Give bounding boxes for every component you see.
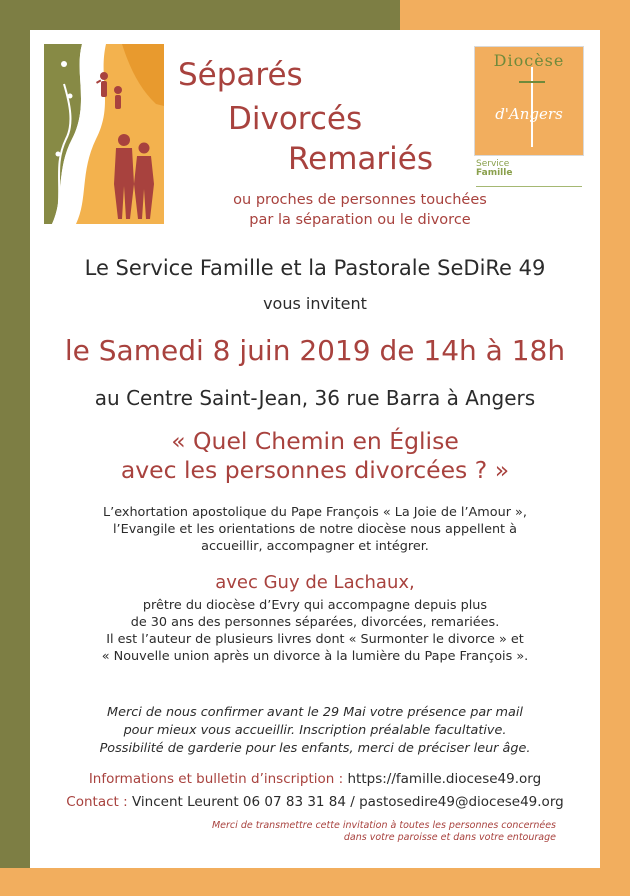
bio-line3: Il est l’auteur de plusieurs livres dont « Surmonter le divorce » et	[106, 632, 524, 647]
intro-line3: accueillir, accompagner et intégrer.	[201, 539, 429, 554]
event-place: au Centre Saint-Jean, 36 rue Barra à Angers	[94, 386, 536, 410]
confirm-line2: pour mieux vous accueillir. Inscription préalable facultative.	[123, 723, 507, 738]
couple-illustration	[44, 44, 164, 224]
orange-border-bottom	[0, 868, 630, 896]
invite-text: vous invitent	[263, 294, 367, 313]
confirm-line3: Possibilité de garderie pour les enfants, merci de préciser leur âge.	[99, 741, 531, 756]
service-famille-line2: Famille	[476, 168, 513, 178]
service-famille-rule	[476, 186, 582, 187]
service-famille-line1: Service	[476, 159, 510, 169]
info-label: Informations et bulletin d’inscription :	[88, 771, 344, 787]
subtitle-line1: ou proches de personnes touchées	[233, 192, 487, 208]
footer-line2: dans votre paroisse et dans votre entourage	[343, 832, 556, 843]
confirm-line1: Merci de nous confirmer avant le 29 Mai votre présence par mail	[107, 705, 523, 720]
contact-label: Contact :	[66, 794, 128, 810]
bio-line2: de 30 ans des personnes séparées, divorcées, remariées.	[130, 615, 500, 630]
contact-row	[30, 794, 600, 810]
theme-line2: avec les personnes divorcées ? »	[120, 456, 510, 484]
speaker-name: avec Guy de Lachaux,	[215, 572, 415, 593]
theme-line1: « Quel Chemin en Église	[171, 427, 459, 455]
intro-line1: L’exhortation apostolique du Pape François « La Joie de l’Amour »,	[103, 505, 527, 520]
bio-line4: « Nouvelle union après un divorce à la lumière du Pape François ».	[101, 649, 529, 664]
event-date: le Samedi 8 juin 2019 de 14h à 18h	[64, 334, 566, 367]
subtitle-line2: par la séparation ou le divorce	[249, 212, 471, 228]
title-remaries: Remariés	[288, 141, 433, 177]
olive-border-left	[0, 0, 30, 868]
cross-bar-icon	[519, 81, 545, 83]
flyer-page	[30, 30, 600, 868]
title-separes: Séparés	[178, 57, 303, 93]
bio-line1: prêtre du diocèse d’Evry qui accompagne depuis plus	[142, 598, 488, 613]
service-famille-logo	[476, 160, 512, 178]
info-row	[30, 771, 600, 787]
intro-line2: l’Evangile et les orientations de notre diocèse nous appellent à	[112, 522, 517, 537]
title-divorces: Divorcés	[228, 101, 363, 137]
organizers-heading: Le Service Famille et la Pastorale SeDiRe 49	[84, 256, 546, 280]
olive-border-top	[0, 0, 400, 30]
contact-value[interactable]: Vincent Leurent 06 07 83 31 84 / pastosedire49@diocese49.org	[131, 794, 564, 810]
footer-line1: Merci de transmettre cette invitation à toutes les personnes concernées	[211, 820, 556, 831]
logo-diocese-text: Diocèse	[493, 51, 565, 70]
info-url-link[interactable]: https://famille.diocese49.org	[347, 771, 542, 787]
logo-angers-text: d'Angers	[495, 105, 563, 123]
diocese-angers-logo	[474, 46, 584, 156]
